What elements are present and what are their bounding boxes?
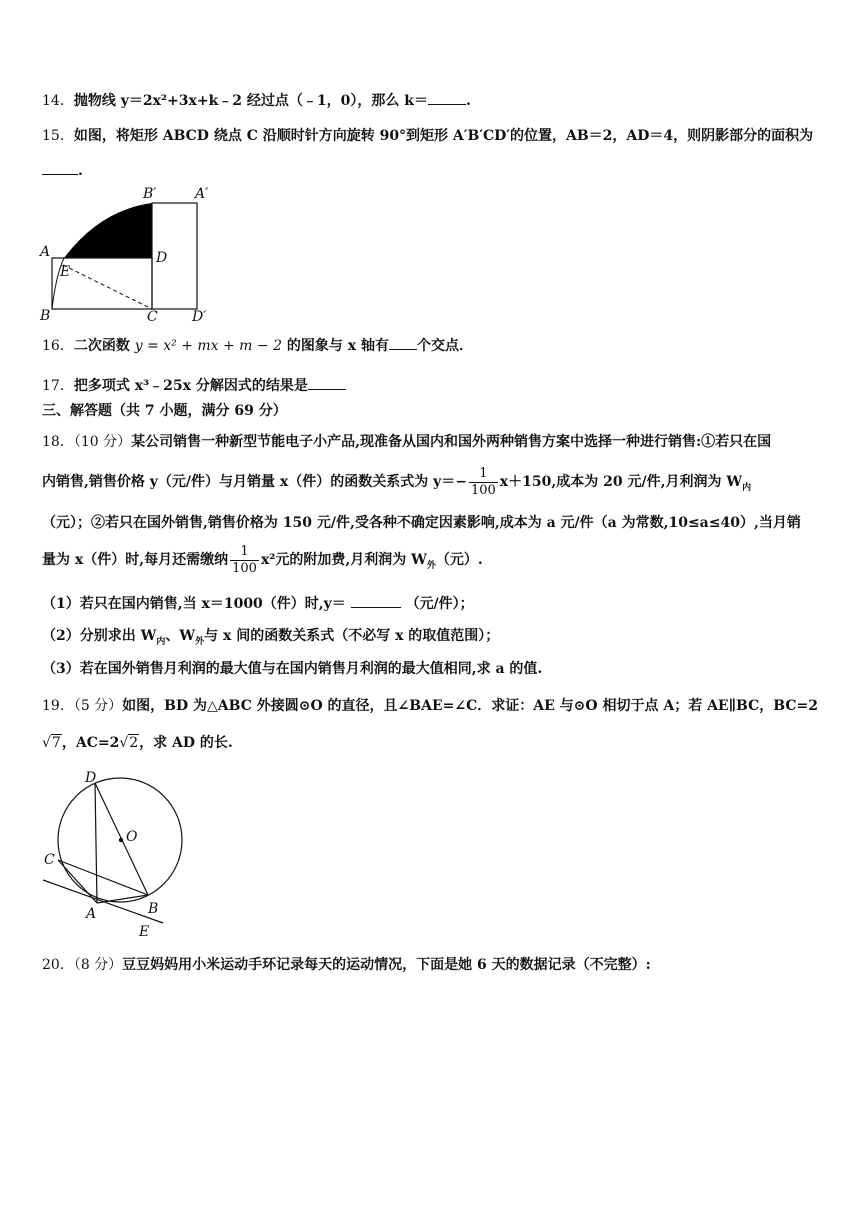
question-number: 14． bbox=[42, 93, 74, 109]
question-text: 如图，将矩形 ABCD 绕点 C 沿顺时针方向旋转 90°到矩形 A′B′CD′的位置，AB＝2，AD＝4，则阴影部分的面积为 bbox=[73, 128, 814, 144]
answer-blank bbox=[308, 375, 346, 390]
question-18-line-4: 量为 x（件）时,每月还需缴纳 $\frac{1}{100}$ x²元的附加费,月利润为 $W_外$（元）. bbox=[42, 543, 483, 576]
answer-blank bbox=[428, 90, 466, 105]
question-18-line-3: （元）；②若只在国外销售,销售价格为 150 元/件,受各种不确定因素影响,成本为 a 元/件（a 为常数,10≤a≤40）,当月销 bbox=[42, 515, 801, 531]
label-o: O bbox=[126, 829, 138, 845]
label-a1: A′ bbox=[195, 186, 209, 202]
label-b: B bbox=[40, 308, 51, 324]
rectangle-rotation-figure bbox=[30, 180, 230, 325]
label-d1: D′ bbox=[192, 309, 207, 325]
question-text: 把多项式 x³﹣25x 分解因式的结果是 bbox=[73, 378, 308, 394]
question-18-part-2: （2）分别求出 $W_内$、$W_外$与 x 间的函数关系式（不必写 x 的取值范围）； bbox=[42, 628, 500, 647]
question-17 bbox=[42, 375, 346, 396]
label-e: E bbox=[60, 264, 71, 280]
question-16: 16．二次函数 y = x² + mx + m − 2 的图象与 x 轴有 个交点． bbox=[42, 335, 473, 356]
tangent-ae bbox=[43, 880, 163, 923]
sqrt-7: √7 bbox=[42, 735, 61, 751]
question-number: 19．（5 分） bbox=[42, 698, 123, 714]
question-19-line-1: 19．（5 分）如图，BD 为△ABC 外接圆⊙O 的直径，且∠BAE=∠C．求证：AE 与⊙O 相切于点 A；若 AE∥BC，BC=2 bbox=[42, 698, 818, 714]
shaded-region bbox=[64, 203, 152, 258]
answer-blank bbox=[351, 593, 401, 608]
circle-figure bbox=[35, 768, 195, 940]
question-number: 15． bbox=[42, 128, 74, 144]
question-18-line-1: 18．（10 分）某公司销售一种新型节能电子小产品,现准备从国内和国外两种销售方案中选择一种进行销售:①若只在国 bbox=[42, 434, 772, 450]
question-19-line-2: √7，AC=2√2，求 AD 的长. bbox=[42, 735, 233, 751]
label-d: D bbox=[85, 770, 97, 786]
question-14: 14．抛物线 y＝2x²+3x+k﹣2 经过点（﹣1，0），那么 k＝ . bbox=[42, 90, 471, 111]
fraction: $\frac{1}{100}$ bbox=[232, 543, 257, 576]
fraction: $\frac{1}{100}$ bbox=[470, 465, 496, 498]
label-d: D bbox=[156, 250, 168, 266]
sqrt-2: √2 bbox=[119, 735, 139, 751]
label-b1: B′ bbox=[143, 186, 157, 202]
label-c: C bbox=[44, 852, 55, 868]
question-number: 17． bbox=[42, 378, 74, 394]
label-a: A bbox=[40, 244, 51, 260]
dashed-ec bbox=[63, 265, 152, 309]
center-point bbox=[119, 838, 123, 842]
label-b: B bbox=[148, 901, 159, 917]
question-18-part-1: （1）若只在国内销售,当 x＝1000（件）时,y＝ （元/件）； bbox=[42, 593, 474, 614]
formula: y = x² + mx + m − 2 bbox=[134, 338, 282, 354]
question-15-blank-line: . bbox=[42, 160, 83, 181]
question-text: 抛物线 y＝2x²+3x+k﹣2 经过点（﹣1，0），那么 k＝ bbox=[73, 93, 428, 109]
question-number: 20．（8 分） bbox=[42, 957, 123, 973]
answer-blank bbox=[389, 335, 417, 350]
label-a: A bbox=[86, 906, 97, 922]
question-18-part-3: （3）若在国外销售月利润的最大值与在国内销售月利润的最大值相同,求 a 的值. bbox=[42, 661, 543, 677]
question-15 bbox=[42, 126, 813, 146]
segment-ca bbox=[58, 860, 97, 903]
question-number: 16． bbox=[42, 338, 74, 354]
question-18-line-2: 内销售,销售价格 y（元/件）与月销量 x（件）的函数关系式为 y＝− $\frac{1}{100}$ x＋150,成本为 20 元/件,月利润为 $W_内$ bbox=[42, 465, 752, 498]
segment-ad bbox=[95, 783, 97, 903]
answer-blank bbox=[42, 160, 78, 175]
question-number: 18．（10 分） bbox=[42, 434, 132, 450]
label-c: C bbox=[147, 309, 158, 325]
label-e: E bbox=[139, 924, 150, 940]
section-heading: 三、解答题（共 7 小题，满分 69 分） bbox=[42, 403, 287, 419]
question-20: 20．（8 分）豆豆妈妈用小米运动手环记录每天的运动情况，下面是她 6 天的数据记录（不完整）: bbox=[42, 957, 651, 973]
